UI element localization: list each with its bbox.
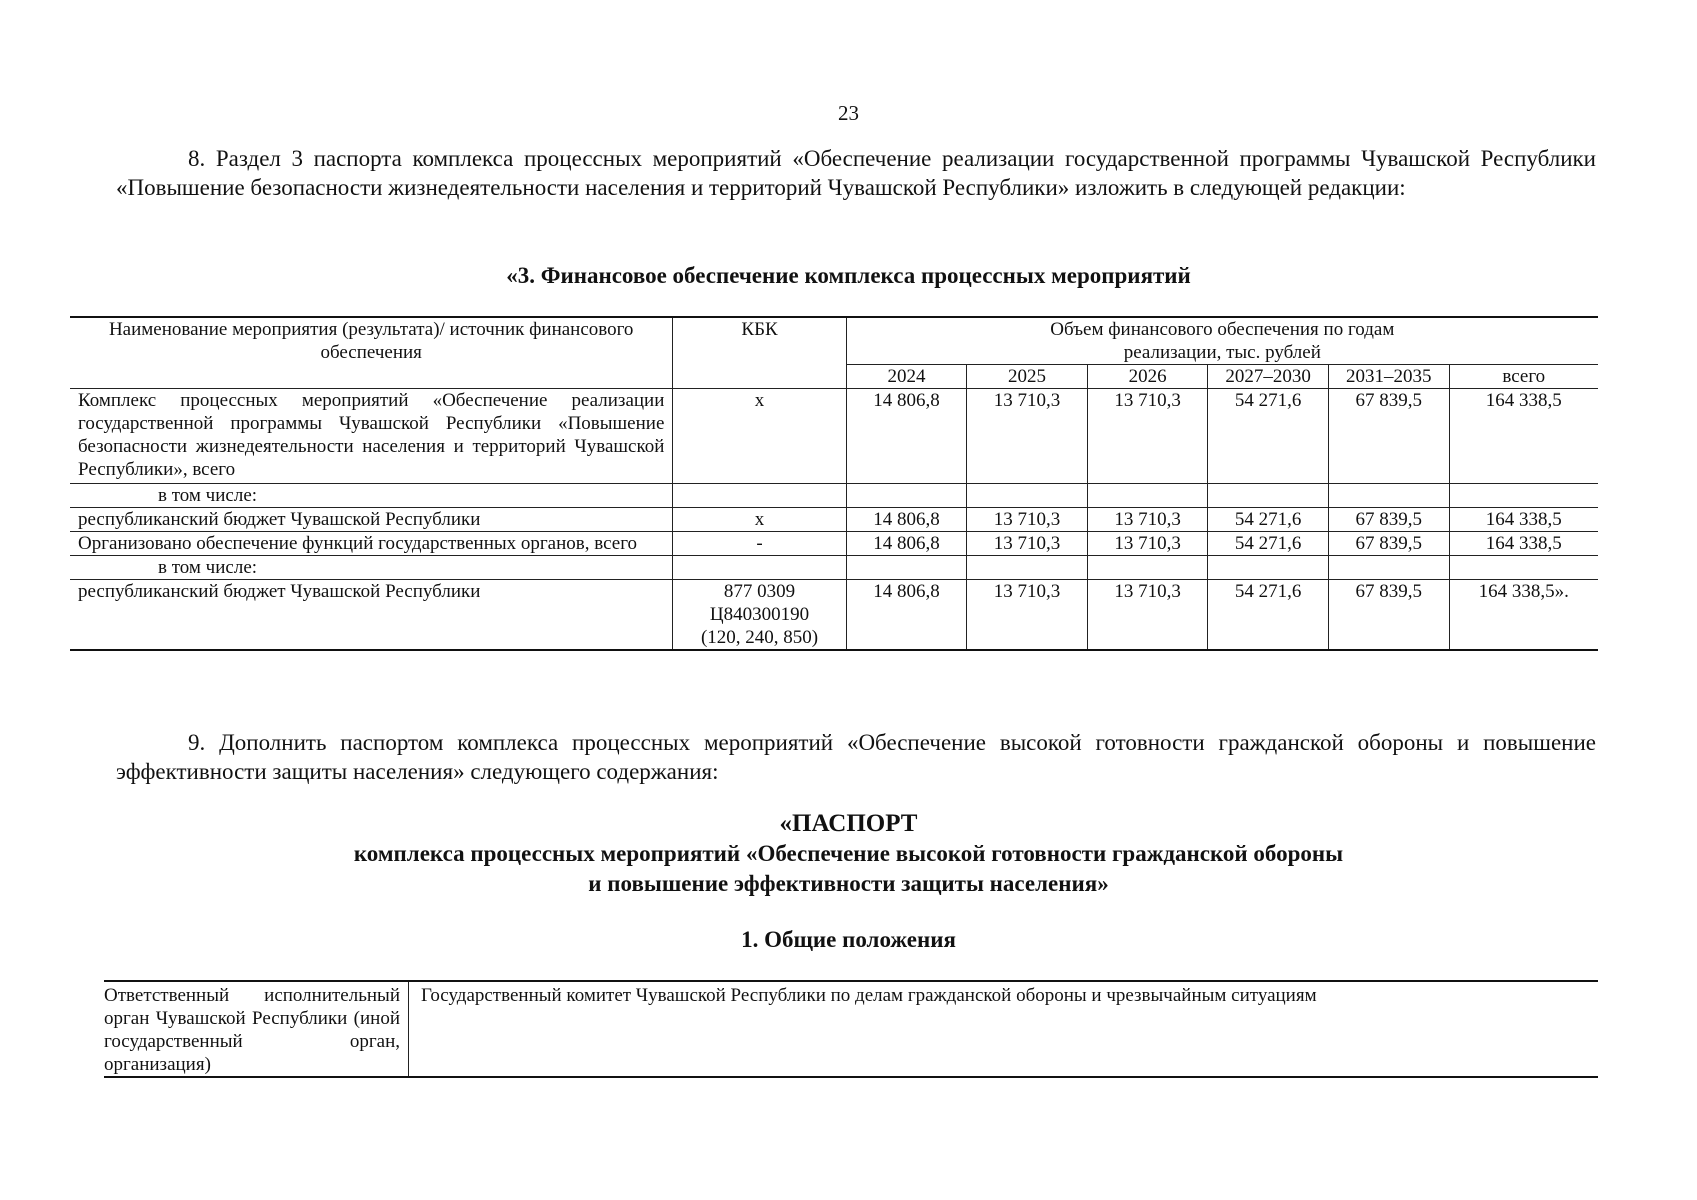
table-row <box>70 580 1598 651</box>
row-name: республиканский бюджет Чувашской Республики <box>70 508 673 532</box>
responsible-body-label: Ответственный исполнительный орган Чувашской Республики (иной государственный орган, организация) <box>104 981 409 1077</box>
header-year: 2026 <box>1087 365 1208 389</box>
row-value: 13 710,3 <box>1087 389 1208 484</box>
row-value: 14 806,8 <box>846 580 967 651</box>
kbk-line: Ц840300190 <box>709 604 810 625</box>
row-value: 13 710,3 <box>967 508 1088 532</box>
row-kbk: - <box>673 532 846 556</box>
responsible-body-value: Государственный комитет Чувашской Республики по делам гражданской обороны и чрезвычайным ситуациям <box>409 981 1599 1077</box>
passport-subtitle-line-2: и повышение эффективности защиты населения» <box>588 871 1109 896</box>
row-name: в том числе: <box>70 484 673 508</box>
row-value: 164 338,5 <box>1449 389 1598 484</box>
row-kbk: х <box>673 389 846 484</box>
header-year: 2027–2030 <box>1208 365 1329 389</box>
table-row <box>70 484 1598 508</box>
row-value: 54 271,6 <box>1208 389 1329 484</box>
page-number: 23 <box>838 101 859 125</box>
paragraph-9-text: 9. Дополнить паспортом комплекса процессных мероприятий «Обеспечение высокой готовности гражданской обороны и повышение эффективности защиты населения» следующего содержания: <box>116 730 1596 784</box>
row-value: 13 710,3 <box>1087 532 1208 556</box>
header-name: Наименование мероприятия (результата)/ источник финансового обеспечения <box>70 317 673 389</box>
row-value: 164 338,5». <box>1449 580 1598 651</box>
table-row <box>104 981 1598 1077</box>
row-name: республиканский бюджет Чувашской Республики <box>70 580 673 651</box>
row-value: 54 271,6 <box>1208 580 1329 651</box>
header-kbk: КБК <box>673 317 846 389</box>
table-row <box>70 389 1598 484</box>
section-3-title: «3. Финансовое обеспечение комплекса процессных мероприятий <box>506 263 1191 288</box>
header-year: 2024 <box>846 365 967 389</box>
row-name: Организовано обеспечение функций государственных органов, всего <box>70 532 673 556</box>
row-kbk: х <box>673 508 846 532</box>
paragraph-9 <box>116 728 1596 786</box>
row-value: 14 806,8 <box>846 508 967 532</box>
row-value: 67 839,5 <box>1328 508 1449 532</box>
row-kbk <box>673 580 846 651</box>
row-value: 67 839,5 <box>1328 389 1449 484</box>
finance-table <box>70 316 1598 651</box>
row-value: 54 271,6 <box>1208 508 1329 532</box>
header-year: 2025 <box>967 365 1088 389</box>
header-year: всего <box>1449 365 1598 389</box>
row-value: 13 710,3 <box>967 532 1088 556</box>
kbk-line: (120, 240, 850) <box>700 627 819 648</box>
table-row <box>70 508 1598 532</box>
general-provisions-table <box>104 980 1598 1078</box>
paragraph-8 <box>116 144 1596 202</box>
row-value: 14 806,8 <box>846 389 967 484</box>
passport-title: «ПАСПОРТ <box>779 810 918 837</box>
row-value: 164 338,5 <box>1449 508 1598 532</box>
passport-title-block <box>0 809 1697 899</box>
header-year: 2031–2035 <box>1328 365 1449 389</box>
row-value: 13 710,3 <box>967 389 1088 484</box>
general-provisions-title: 1. Общие положения <box>741 927 956 952</box>
row-value: 14 806,8 <box>846 532 967 556</box>
kbk-line: 877 0309 <box>723 581 796 602</box>
row-name: Комплекс процессных мероприятий «Обеспечение реализации государственной программы Чувашской Республики «Повышение безопасности жизнедеятельности населения и территорий Чувашской Республики», всего <box>70 389 673 484</box>
table-row <box>70 556 1598 580</box>
row-value: 164 338,5 <box>1449 532 1598 556</box>
paragraph-8-text: 8. Раздел 3 паспорта комплекса процессных мероприятий «Обеспечение реализации государственной программы Чувашской Республики «Повышение безопасности жизнедеятельности населения и территорий Чувашской Республики» изложить в следующей редакции: <box>116 146 1596 200</box>
table-row <box>70 532 1598 556</box>
row-value: 13 710,3 <box>967 580 1088 651</box>
row-value: 67 839,5 <box>1328 580 1449 651</box>
row-name: в том числе: <box>70 556 673 580</box>
header-volume: Объем финансового обеспечения по годам реализации, тыс. рублей <box>846 317 1598 365</box>
row-value: 67 839,5 <box>1328 532 1449 556</box>
row-value: 54 271,6 <box>1208 532 1329 556</box>
row-value: 13 710,3 <box>1087 580 1208 651</box>
row-value: 13 710,3 <box>1087 508 1208 532</box>
passport-subtitle-line-1: комплекса процессных мероприятий «Обеспечение высокой готовности гражданской обороны <box>353 841 1344 866</box>
